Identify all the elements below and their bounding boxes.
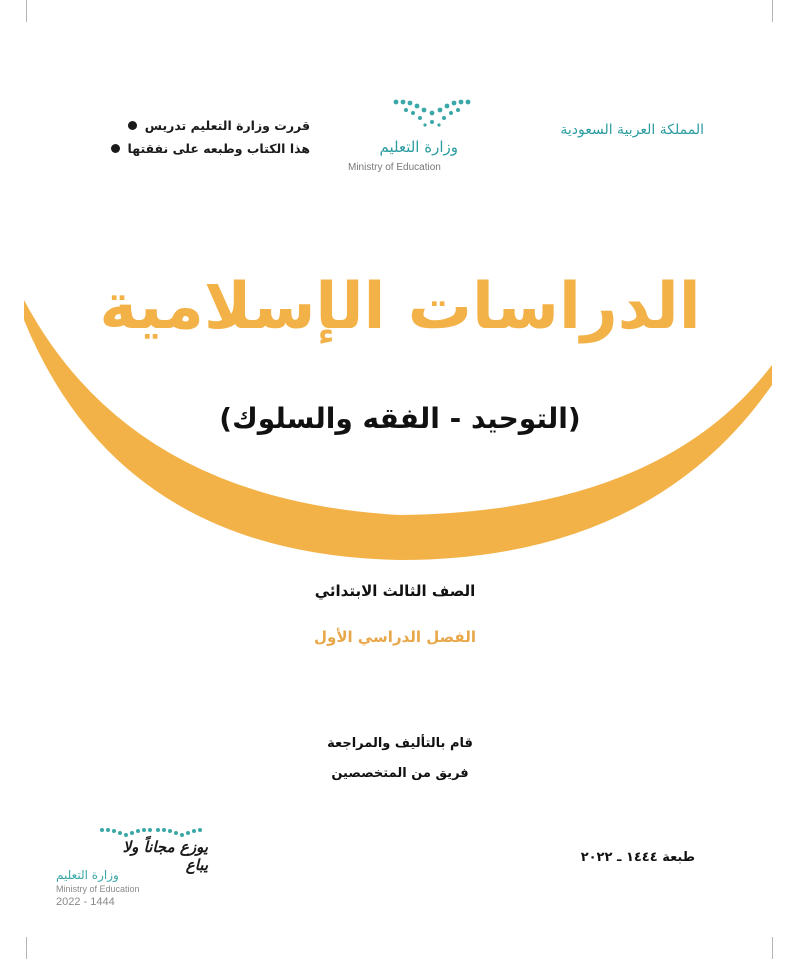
approval-statement: [100, 114, 310, 160]
footer-year: 2022 - 1444: [56, 896, 115, 908]
approval-line-1: قررت وزارة التعليم تدريس: [144, 118, 310, 133]
bullet-icon: [111, 144, 120, 153]
approval-line-2: هذا الكتاب وطبعه على نفقتها: [127, 141, 310, 156]
ministry-dots-icon: [392, 96, 472, 132]
semester-label: الفصل الدراسي الأول: [314, 628, 476, 646]
header: [0, 88, 800, 188]
credits-line-1: قام بالتأليف والمراجعة: [327, 736, 473, 751]
kingdom-label: المملكة العربية السعودية: [560, 122, 704, 138]
footer-ministry-name-en: Ministry of Education: [56, 884, 140, 894]
book-subtitle: (التوحيد - الفقه والسلوك): [219, 402, 581, 435]
free-distribution-slogan: يوزع مجاناً ولا يباع: [122, 838, 208, 874]
edition-label: طبعة ١٤٤٤ ـ ٢٠٢٢: [580, 850, 695, 865]
ministry-name-en: Ministry of Education: [348, 162, 441, 173]
ministry-name-ar: وزارة التعليم: [379, 138, 458, 156]
ministry-logo: [340, 96, 470, 182]
grade-label: الصف الثالث الابتدائي: [314, 582, 476, 600]
bullet-icon: [128, 121, 137, 130]
credits-line-2: فريق من المتخصصين: [331, 766, 469, 781]
book-title: الدراسات الإسلامية: [99, 270, 701, 344]
free-distribution-logo: [56, 826, 206, 916]
footer-ministry-name-ar: وزارة التعليم: [56, 868, 119, 882]
